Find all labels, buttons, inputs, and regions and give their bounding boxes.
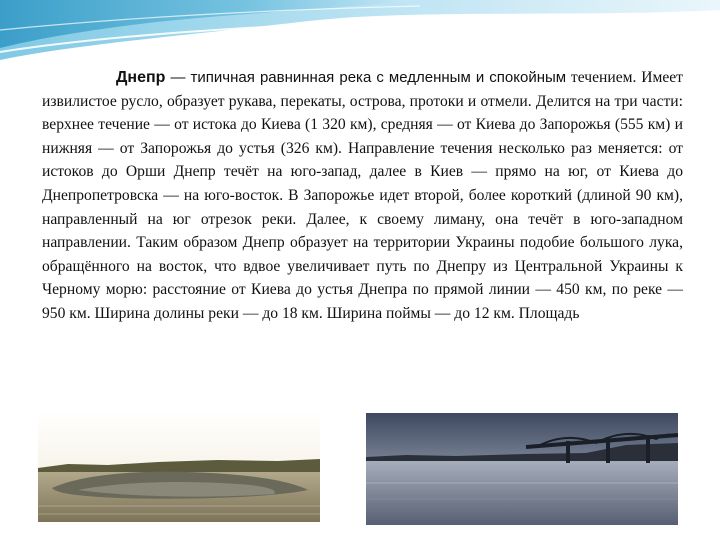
river-rocks-photo — [38, 410, 320, 522]
slide-body — [42, 66, 683, 326]
lead-word: Днепр — [116, 69, 166, 86]
body-text: течением. Имеет извилистое русло, образует рукава, перекаты, острова, протоки и отмели. Делится на три части: верхнее течение — от истока до Киева (1 320 км), средняя — от Киева до Запорожья (555 км) и нижняя — от Запорожья до устья (326 км). Направление течения несколько раз меняется: от истоков до Орши Днепр течёт на юго-запад, далее в Киев — прямо на юг, от Киева до Днепропетровска — на юго-восток. В Запорожье идет второй, более короткий (длиной 90 км), направленный на юг отрезок реки. Далее, к своему лиману, она течёт в юго-западном направлении. Таким образом Днепр образует на территории Украины подобие большого лука, обращённого на восток, что вдвое увеличивает путь по Днепру из Центральной Украины к Черному морю: расстояние от Киева до устья Днепра по прямой линии — 450 км, по реке — 950 км. Ширина долины реки — до 18 км. Ширина поймы — до 12 км. Площадь — [42, 69, 683, 322]
bridge-over-river-photo — [366, 413, 678, 525]
slide-paragraph — [42, 66, 683, 326]
lead-rest: — типичная равнинная река с медленным и спокойным — [165, 69, 567, 86]
